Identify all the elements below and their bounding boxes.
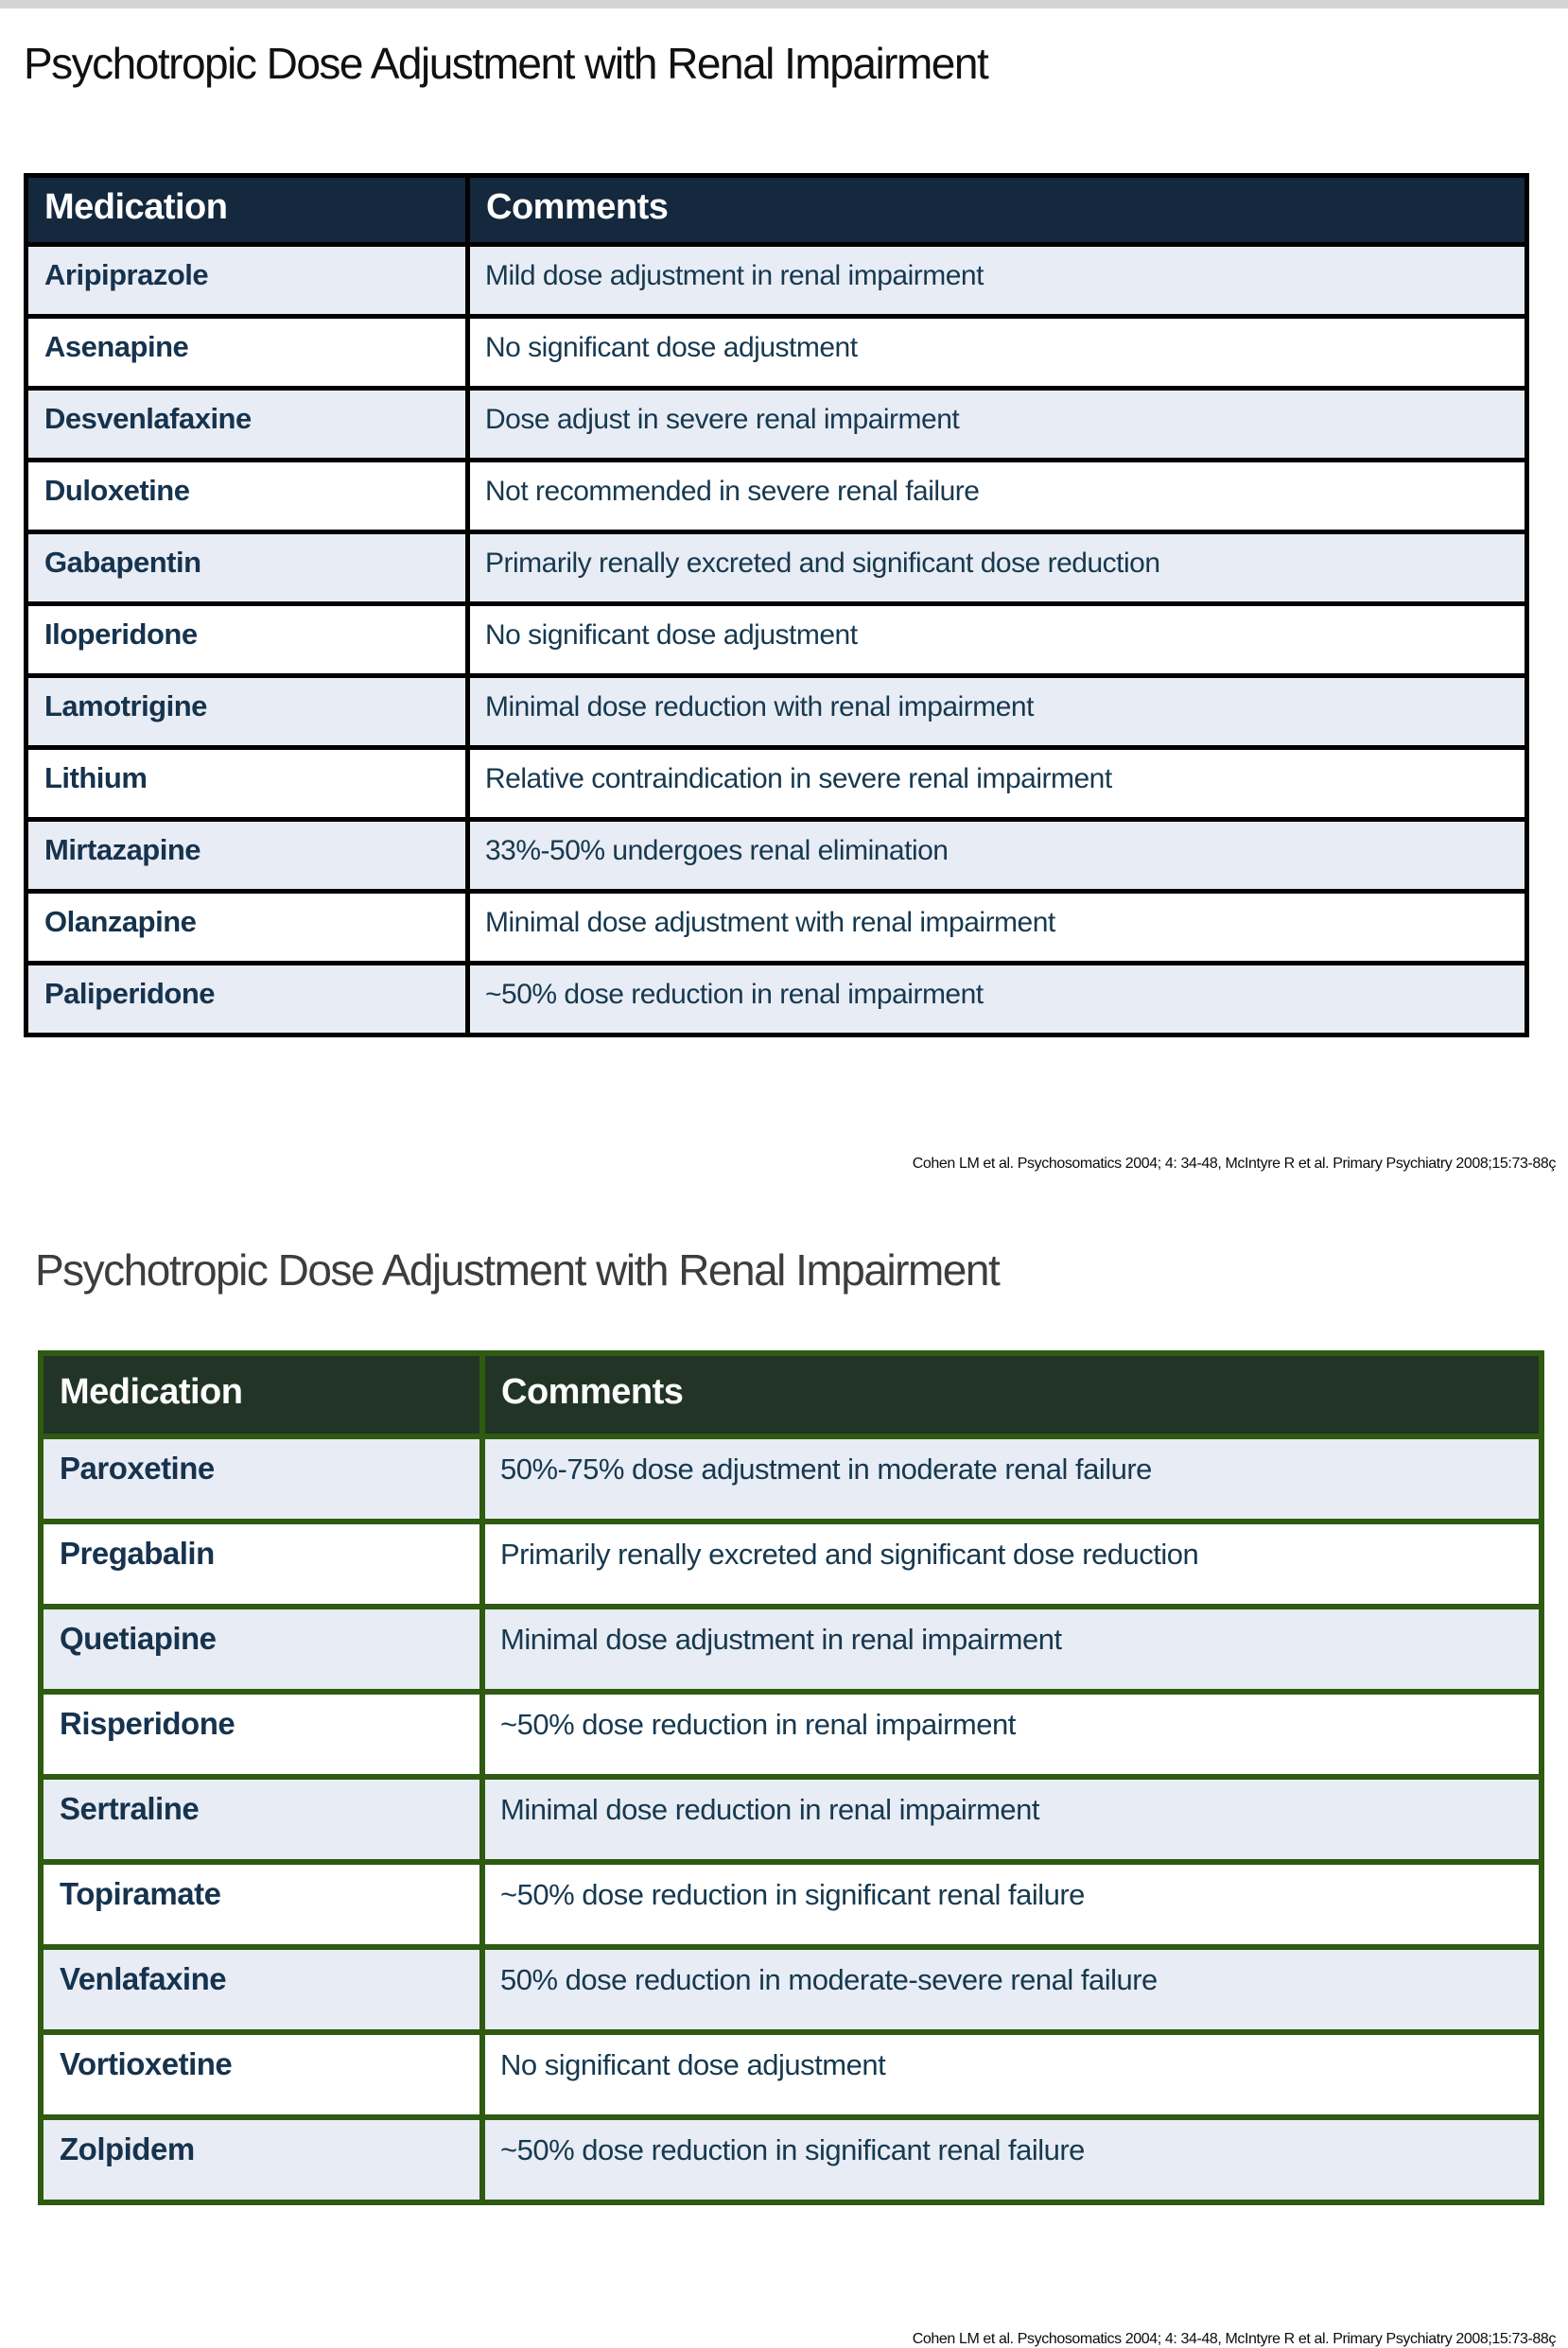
table-row: [41, 1607, 1542, 1692]
medication-cell: Desvenlafaxine: [26, 389, 468, 461]
comment-cell: No significant dose adjustment: [468, 604, 1527, 676]
comment-cell: Dose adjust in severe renal impairment: [468, 389, 1527, 461]
comment-cell: Primarily renally excreted and significant dose reduction: [468, 532, 1527, 604]
medication-cell: Paliperidone: [26, 964, 468, 1035]
medication-cell: Lithium: [26, 748, 468, 820]
comment-cell: Mild dose adjustment in renal impairment: [468, 245, 1527, 317]
medication-cell: Paroxetine: [41, 1436, 482, 1522]
comment-cell: Minimal dose reduction with renal impairment: [468, 676, 1527, 748]
comment-cell: No significant dose adjustment: [482, 2032, 1542, 2117]
table-row: [41, 1522, 1542, 1607]
table-row: [41, 2032, 1542, 2117]
medication-cell: Iloperidone: [26, 604, 468, 676]
comment-cell: 33%-50% undergoes renal elimination: [468, 820, 1527, 892]
medication-cell: Venlafaxine: [41, 1947, 482, 2032]
table-row: [41, 1436, 1542, 1522]
comment-cell: Primarily renally excreted and significant dose reduction: [482, 1522, 1542, 1607]
medication-cell: Aripiprazole: [26, 245, 468, 317]
comment-cell: Minimal dose adjustment with renal impairment: [468, 892, 1527, 964]
comment-cell: ~50% dose reduction in renal impairment: [482, 1692, 1542, 1777]
comment-cell: No significant dose adjustment: [468, 317, 1527, 389]
page-title: Psychotropic Dose Adjustment with Renal Impairment: [24, 39, 988, 88]
comment-cell: ~50% dose reduction in renal impairment: [468, 964, 1527, 1035]
medication-cell: Zolpidem: [41, 2117, 482, 2202]
column-header-comments: Comments: [468, 176, 1527, 245]
medication-cell: Topiramate: [41, 1862, 482, 1947]
table-row: [41, 1947, 1542, 2032]
medication-cell: Sertraline: [41, 1777, 482, 1862]
table-row: [41, 1692, 1542, 1777]
comment-cell: Minimal dose adjustment in renal impairment: [482, 1607, 1542, 1692]
comment-cell: Not recommended in severe renal failure: [468, 461, 1527, 532]
medication-cell: Gabapentin: [26, 532, 468, 604]
medication-cell: Lamotrigine: [26, 676, 468, 748]
column-header-medication: Medication: [26, 176, 468, 245]
medication-cell: Asenapine: [26, 317, 468, 389]
comment-cell: Minimal dose reduction in renal impairment: [482, 1777, 1542, 1862]
comment-cell: Relative contraindication in severe renal impairment: [468, 748, 1527, 820]
medication-cell: Quetiapine: [41, 1607, 482, 1692]
medication-cell: Vortioxetine: [41, 2032, 482, 2117]
medication-cell: Olanzapine: [26, 892, 468, 964]
medication-cell: Risperidone: [41, 1692, 482, 1777]
citation: Cohen LM et al. Psychosomatics 2004; 4: 34-48, McIntyre R et al. Primary Psychiatry 2008;15:73-88ç: [912, 1156, 1556, 1172]
column-header-medication: Medication: [41, 1353, 482, 1436]
medication-cell: Pregabalin: [41, 1522, 482, 1607]
page-title: Psychotropic Dose Adjustment with Renal Impairment: [35, 1245, 1000, 1295]
table-row: [41, 2117, 1542, 2202]
medication-table-2: [38, 1350, 1544, 2205]
column-header-comments: Comments: [482, 1353, 1542, 1436]
comment-cell: ~50% dose reduction in significant renal failure: [482, 1862, 1542, 1947]
medication-cell: Duloxetine: [26, 461, 468, 532]
comment-cell: ~50% dose reduction in significant renal failure: [482, 2117, 1542, 2202]
table-header-row: [41, 1353, 1542, 1436]
comment-cell: 50%-75% dose adjustment in moderate renal failure: [482, 1436, 1542, 1522]
table-row: [41, 1862, 1542, 1947]
table-row: [41, 1777, 1542, 1862]
comment-cell: 50% dose reduction in moderate-severe renal failure: [482, 1947, 1542, 2032]
medication-cell: Mirtazapine: [26, 820, 468, 892]
citation: Cohen LM et al. Psychosomatics 2004; 4: 34-48, McIntyre R et al. Primary Psychiatry 2008;15:73-88ç: [912, 2331, 1556, 2347]
